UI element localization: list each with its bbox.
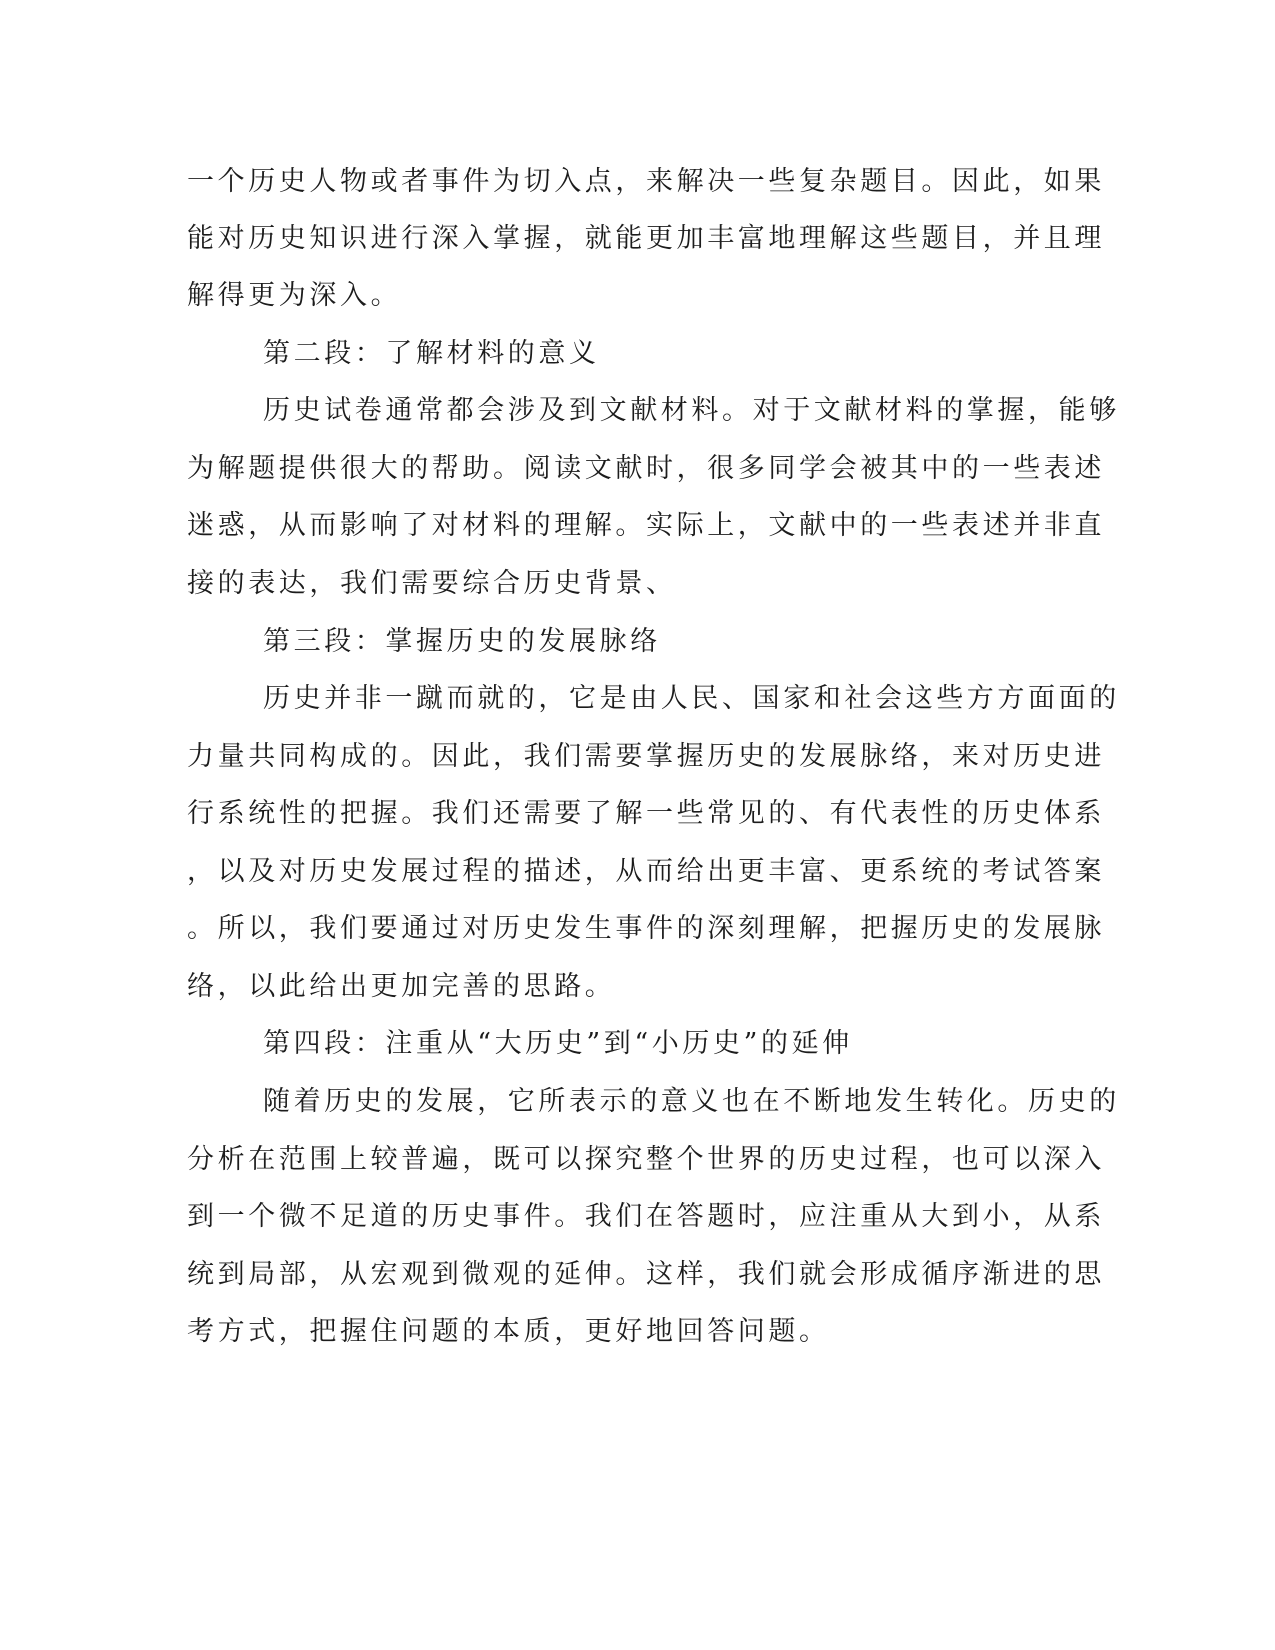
text-line: 一个历史人物或者事件为切入点，来解决一些复杂题目。因此，如果	[187, 166, 1105, 197]
text-line: 行系统性的把握。我们还需要了解一些常见的、有代表性的历史体系	[187, 798, 1105, 829]
text-line: 随着历史的发展，它所表示的意义也在不断地发生转化。历史的	[263, 1086, 1120, 1117]
text-line: 考方式，把握住问题的本质，更好地回答问题。	[187, 1316, 830, 1347]
section-heading-3: 第三段：掌握历史的发展脉络	[263, 626, 661, 657]
section-heading-2: 第二段：了解材料的意义	[263, 338, 600, 369]
text-line: 。所以，我们要通过对历史发生事件的深刻理解，把握历史的发展脉	[187, 913, 1105, 944]
text-line: 历史并非一蹴而就的，它是由人民、国家和社会这些方方面面的	[263, 683, 1120, 714]
text-line: 络，以此给出更加完善的思路。	[187, 971, 616, 1002]
text-line: 统到局部，从宏观到微观的延伸。这样，我们就会形成循序渐进的思	[187, 1259, 1105, 1290]
text-line: 分析在范围上较普遍，既可以探究整个世界的历史过程，也可以深入	[187, 1144, 1105, 1175]
section-heading-4: 第四段：注重从“大历史”到“小历史”的延伸	[263, 1028, 853, 1059]
text-line: 能对历史知识进行深入掌握，就能更加丰富地理解这些题目，并且理	[187, 223, 1105, 254]
text-line: 迷惑，从而影响了对材料的理解。实际上，文献中的一些表述并非直	[187, 510, 1105, 541]
text-line: 历史试卷通常都会涉及到文献材料。对于文献材料的掌握，能够	[263, 395, 1120, 426]
text-line: 力量共同构成的。因此，我们需要掌握历史的发展脉络，来对历史进	[187, 741, 1105, 772]
text-line: ，以及对历史发展过程的描述，从而给出更丰富、更系统的考试答案	[187, 856, 1105, 887]
text-line: 解得更为深入。	[187, 280, 402, 311]
text-line: 为解题提供很大的帮助。阅读文献时，很多同学会被其中的一些表述	[187, 453, 1105, 484]
text-line: 接的表达，我们需要综合历史背景、	[187, 568, 677, 599]
text-line: 到一个微不足道的历史事件。我们在答题时，应注重从大到小，从系	[187, 1201, 1105, 1232]
